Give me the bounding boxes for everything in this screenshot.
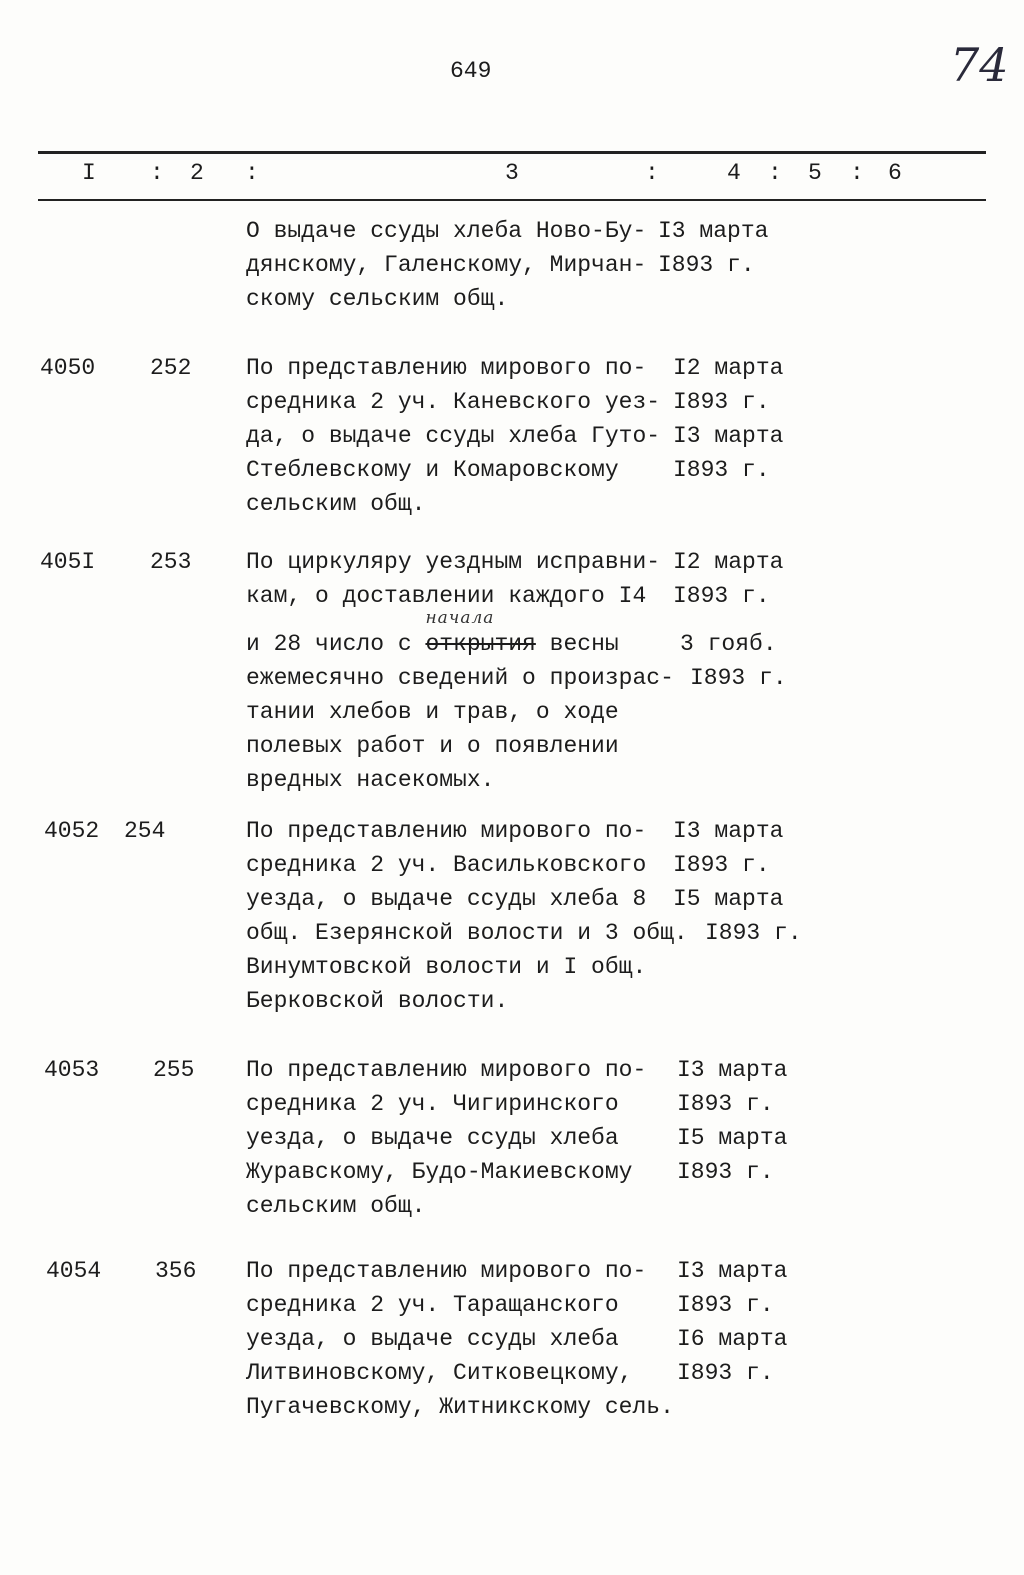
entry-number: 405I	[40, 549, 96, 575]
entry-line	[0, 988, 1024, 1022]
entry-date: I893 г.	[673, 389, 770, 415]
header-top-rule	[38, 151, 986, 154]
entry-line-text: дянскому, Галенскому, Мирчан-	[246, 252, 647, 278]
col-separator: :	[645, 160, 659, 186]
entry-line	[0, 457, 1024, 491]
entry-line	[0, 389, 1024, 423]
entry-line	[0, 954, 1024, 988]
col-2-label: 2	[190, 160, 204, 186]
entry-line	[0, 252, 1024, 286]
entry-line-text: средника 2 уч. Васильковского	[246, 852, 647, 878]
entry-line-text: да, о выдаче ссуды хлеба Гуто-	[246, 423, 661, 449]
col-4-label: 4	[727, 160, 741, 186]
entry-date: I893 г.	[677, 1159, 774, 1185]
entry-date: I3 марта	[673, 423, 784, 449]
text-after: весны	[535, 631, 619, 657]
inventory-entry	[0, 549, 1024, 801]
entry-date: I3 марта	[673, 818, 784, 844]
col-5-label: 5	[808, 160, 822, 186]
entry-date: I3 марта	[677, 1258, 788, 1284]
entry-code: 253	[150, 549, 192, 575]
entry-line	[0, 583, 1024, 617]
col-separator: :	[245, 160, 259, 186]
entry-line-text: Берковской волости.	[246, 988, 509, 1014]
entry-line-text: По представлению мирового по-	[246, 1258, 647, 1284]
inventory-entry	[0, 218, 1024, 320]
entry-line	[0, 1258, 1024, 1292]
entry-code: 356	[155, 1258, 197, 1284]
entry-date: I893 г.	[705, 920, 802, 946]
entry-line-text: сельским общ.	[246, 1193, 426, 1219]
entry-date: I893 г.	[677, 1091, 774, 1117]
entry-date: I893 г.	[677, 1360, 774, 1386]
struck-out-word: открытия	[425, 631, 536, 657]
entry-line	[0, 355, 1024, 389]
entry-line-text: Журавскому, Будо-Макиевскому	[246, 1159, 633, 1185]
entry-line	[0, 423, 1024, 457]
entry-line	[0, 1394, 1024, 1428]
entry-line-text: По циркуляру уездным исправни-	[246, 549, 661, 575]
entry-line-text: средника 2 уч. Таращанского	[246, 1292, 619, 1318]
entry-number: 4050	[40, 355, 96, 381]
entry-line	[0, 1159, 1024, 1193]
entry-line-text: ежемесячно сведений о произрас-	[246, 665, 674, 691]
entry-line	[0, 549, 1024, 583]
entry-line	[0, 218, 1024, 252]
entry-code: 254	[124, 818, 166, 844]
col-1-label: I	[82, 160, 96, 186]
entry-date: 3 гояб.	[680, 631, 777, 657]
col-separator: :	[850, 160, 864, 186]
entry-line	[0, 1360, 1024, 1394]
entry-number: 4052	[44, 818, 100, 844]
col-separator: :	[150, 160, 164, 186]
entry-date: I2 марта	[673, 355, 784, 381]
entry-date: I893 г.	[690, 665, 787, 691]
entry-line-text: Пугачевскому, Житникскому сель.	[246, 1394, 674, 1420]
entry-code: 252	[150, 355, 192, 381]
entry-line-text: По представлению мирового по-	[246, 818, 647, 844]
entry-date: I893 г.	[658, 252, 755, 278]
entry-line-text: вредных насекомых.	[246, 767, 495, 793]
col-6-label: 6	[888, 160, 902, 186]
entry-date: I893 г.	[673, 852, 770, 878]
entry-date: I3 марта	[658, 218, 769, 244]
entry-date: I2 марта	[673, 549, 784, 575]
entry-date: I893 г.	[673, 583, 770, 609]
entry-line-text: уезда, о выдаче ссуды хлеба	[246, 1326, 619, 1352]
inventory-entry	[0, 1258, 1024, 1428]
inventory-entry	[0, 1057, 1024, 1227]
entry-date: I3 марта	[677, 1057, 788, 1083]
entry-line	[0, 1125, 1024, 1159]
col-3-label: 3	[505, 160, 519, 186]
col-separator: :	[768, 160, 782, 186]
entry-line	[0, 491, 1024, 525]
handwritten-insertion: начала	[425, 608, 495, 628]
entry-line	[0, 818, 1024, 852]
header-bottom-rule	[38, 199, 986, 201]
entry-line	[0, 920, 1024, 954]
entry-line-text: тании хлебов и трав, о ходе	[246, 699, 619, 725]
entry-line	[0, 767, 1024, 801]
entry-line-text: По представлению мирового по-	[246, 1057, 647, 1083]
entry-line-text: уезда, о выдаче ссуды хлеба 8	[246, 886, 647, 912]
entry-number: 4054	[46, 1258, 102, 1284]
entry-line	[0, 886, 1024, 920]
entry-line-text: полевых работ и о появлении	[246, 733, 619, 759]
inventory-entry	[0, 818, 1024, 1022]
entry-line	[0, 1091, 1024, 1125]
entry-line	[0, 733, 1024, 767]
page-number: 649	[450, 58, 492, 84]
entry-line-text	[246, 608, 619, 657]
entry-line-text: уезда, о выдаче ссуды хлеба	[246, 1125, 619, 1151]
entry-line-text: скому сельским общ.	[246, 286, 509, 312]
entry-line	[0, 1057, 1024, 1091]
entry-line-text: Стеблевскому и Комаровскому	[246, 457, 619, 483]
entry-date: I893 г.	[673, 457, 770, 483]
inventory-entry	[0, 355, 1024, 525]
text-before: и 28 число с	[246, 631, 426, 657]
entry-line-text: По представлению мирового по-	[246, 355, 647, 381]
entry-line-text: средника 2 уч. Каневского уез-	[246, 389, 661, 415]
entry-date: I893 г.	[677, 1292, 774, 1318]
entry-line	[0, 608, 1024, 665]
entry-line-text: средника 2 уч. Чигиринского	[246, 1091, 619, 1117]
entry-line	[0, 1326, 1024, 1360]
entry-line	[0, 1193, 1024, 1227]
entry-date: I6 марта	[677, 1326, 788, 1352]
entry-number: 4053	[44, 1057, 100, 1083]
entry-line-text: О выдаче ссуды хлеба Ново-Бу-	[246, 218, 647, 244]
entry-line	[0, 699, 1024, 733]
entry-date: I5 марта	[677, 1125, 788, 1151]
entry-date: I5 марта	[673, 886, 784, 912]
entry-line	[0, 665, 1024, 699]
handwritten-folio-number: 74	[950, 38, 1009, 92]
entry-code: 255	[153, 1057, 195, 1083]
entry-line-text: сельским общ.	[246, 491, 426, 517]
entry-line	[0, 286, 1024, 320]
entry-line-text: Винумтовской волости и I общ.	[246, 954, 647, 980]
entry-line-text: кам, о доставлении каждого I4	[246, 583, 647, 609]
entry-line	[0, 1292, 1024, 1326]
entry-line	[0, 852, 1024, 886]
entry-line-text: Литвиновскому, Ситковецкому,	[246, 1360, 633, 1386]
entry-line-text: общ. Езерянской волости и 3 общ.	[246, 920, 688, 946]
